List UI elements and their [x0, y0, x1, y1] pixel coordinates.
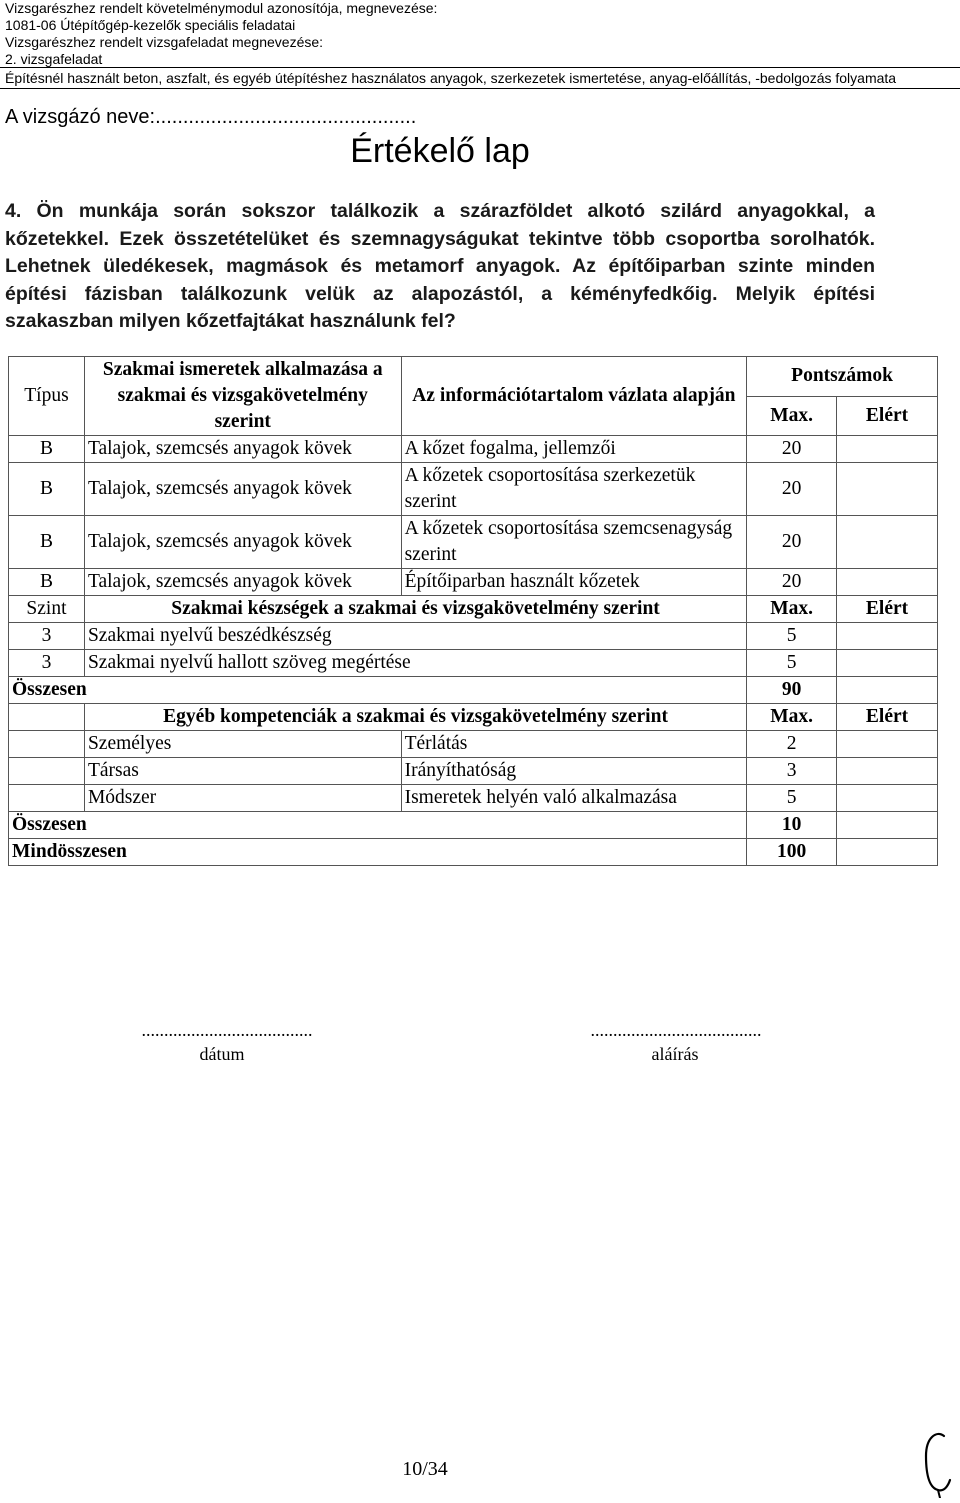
table-row	[9, 569, 938, 596]
header-knowledge: Szakmai ismeretek alkalmazása a szakmai és vizsgakövetelmény szerint	[84, 357, 401, 436]
achieved-cell[interactable]	[837, 839, 938, 866]
achieved-cell[interactable]	[837, 436, 938, 463]
task-description: 4. Ön munkája során sokszor találkozik a szárazföldet alkotó szilárd anyagokkal, a kőzetekkel. Ezek összetételüket és szemnagyságukat tekintve több csoportba sorolhatók. Lehetnek üledékesek, magmások és metamorf anyagok. Az építőiparban szinte minden építési fázisban találkozunk velük az alapozástól, a kéményfedkőig. Melyik építési szakaszban milyen kőzetfajtákat használunk fel?	[5, 200, 875, 332]
header-type: Típus	[9, 357, 85, 436]
skill-max: 5	[747, 623, 837, 650]
grand-total-row	[9, 839, 938, 866]
total-label: Összesen	[9, 812, 747, 839]
competence-category: Személyes	[84, 731, 401, 758]
signature-line[interactable]: ......................................	[590, 1020, 762, 1040]
page-title: Értékelő lap	[350, 132, 530, 170]
table-row	[9, 516, 938, 569]
topic-cell: Talajok, szemcsés anyagok kövek	[84, 569, 401, 596]
skill-level: 3	[9, 623, 85, 650]
total-value: 10	[747, 812, 837, 839]
skill-name: Szakmai nyelvű hallott szöveg megértése	[84, 650, 746, 677]
competence-name: Térlátás	[401, 731, 747, 758]
table-header-row	[9, 357, 938, 397]
achieved-cell[interactable]	[837, 623, 938, 650]
competences-max-header: Max.	[747, 704, 837, 731]
competence-category: Társas	[84, 758, 401, 785]
competence-name: Ismeretek helyén való alkalmazása	[401, 785, 747, 812]
empty-cell	[9, 704, 85, 731]
skill-max: 5	[747, 650, 837, 677]
info-cell: Építőiparban használt kőzetek	[401, 569, 747, 596]
info-cell: A kőzetek csoportosítása szemcsenagyság szerint	[401, 516, 747, 569]
max-cell: 20	[747, 569, 837, 596]
competence-category: Módszer	[84, 785, 401, 812]
skill-row	[9, 650, 938, 677]
achieved-cell[interactable]	[837, 785, 938, 812]
competences-elert-header: Elért	[837, 704, 938, 731]
achieved-cell[interactable]	[837, 463, 938, 516]
skill-level: 3	[9, 650, 85, 677]
max-cell: 20	[747, 463, 837, 516]
topic-cell: Talajok, szemcsés anyagok kövek	[84, 516, 401, 569]
total-value: 90	[747, 677, 837, 704]
skills-elert-header: Elért	[837, 596, 938, 623]
competence-row	[9, 785, 938, 812]
evaluation-table	[8, 356, 938, 866]
total-row	[9, 677, 938, 704]
empty-cell	[9, 731, 85, 758]
empty-cell	[9, 758, 85, 785]
info-cell: A kőzetek csoportosítása szerkezetük szerint	[401, 463, 747, 516]
grand-total-value: 100	[747, 839, 837, 866]
page-number: 10/34	[402, 1458, 448, 1480]
achieved-cell[interactable]	[837, 650, 938, 677]
achieved-cell[interactable]	[837, 569, 938, 596]
topic-cell: Talajok, szemcsés anyagok kövek	[84, 463, 401, 516]
total-label: Összesen	[9, 677, 747, 704]
skills-level-header: Szint	[9, 596, 85, 623]
competence-max: 3	[747, 758, 837, 785]
skill-name: Szakmai nyelvű beszédkészség	[84, 623, 746, 650]
achieved-cell[interactable]	[837, 812, 938, 839]
type-cell: B	[9, 463, 85, 516]
header-points: Pontszámok	[747, 357, 938, 397]
type-cell: B	[9, 436, 85, 463]
max-cell: 20	[747, 436, 837, 463]
topic-cell: Talajok, szemcsés anyagok kövek	[84, 436, 401, 463]
skills-header-row	[9, 596, 938, 623]
competence-max: 5	[747, 785, 837, 812]
type-cell: B	[9, 516, 85, 569]
header-task-label: Vizsgarészhez rendelt vizsgafeladat megnevezése:	[5, 34, 324, 50]
achieved-cell[interactable]	[837, 758, 938, 785]
header-module-value: 1081-06 Útépítőgép-kezelők speciális feladatai	[5, 17, 296, 33]
header-elert: Elért	[837, 396, 938, 436]
info-cell: A kőzet fogalma, jellemzői	[401, 436, 747, 463]
table-row	[9, 436, 938, 463]
type-cell: B	[9, 569, 85, 596]
empty-cell	[9, 785, 85, 812]
competence-row	[9, 731, 938, 758]
header-module-label: Vizsgarészhez rendelt követelménymodul azonosítója, megnevezése:	[5, 0, 438, 16]
total-row	[9, 812, 938, 839]
header-max: Max.	[747, 396, 837, 436]
competences-title: Egyéb kompetenciák a szakmai és vizsgakövetelmény szerint	[84, 704, 746, 731]
header-divider	[0, 67, 960, 68]
skills-max-header: Max.	[747, 596, 837, 623]
skill-row	[9, 623, 938, 650]
grand-total-label: Mindösszesen	[9, 839, 747, 866]
header-divider	[0, 88, 960, 89]
header-task-title: Építésnél használt beton, aszfalt, és egyéb útépítéshez használatos anyagok, szerkezetek ismertetése, anyag-előállítás, -bedolgozás folyamata	[5, 70, 897, 86]
header-info: Az információtartalom vázlata alapján	[401, 357, 747, 436]
achieved-cell[interactable]	[837, 677, 938, 704]
achieved-cell[interactable]	[837, 731, 938, 758]
competence-max: 2	[747, 731, 837, 758]
signature-label: aláírás	[651, 1044, 699, 1064]
skills-title: Szakmai készségek a szakmai és vizsgakövetelmény szerint	[84, 596, 746, 623]
header-task-number: 2. vizsgafeladat	[5, 51, 103, 67]
table-row	[9, 463, 938, 516]
date-line[interactable]: ......................................	[141, 1020, 313, 1040]
date-label: dátum	[199, 1044, 245, 1064]
candidate-name-field: A vizsgázó neve:...............................................	[5, 106, 417, 128]
max-cell: 20	[747, 516, 837, 569]
competences-header-row	[9, 704, 938, 731]
handwritten-signature-mark	[918, 1428, 954, 1498]
competence-row	[9, 758, 938, 785]
competence-name: Irányíthatóság	[401, 758, 747, 785]
achieved-cell[interactable]	[837, 516, 938, 569]
